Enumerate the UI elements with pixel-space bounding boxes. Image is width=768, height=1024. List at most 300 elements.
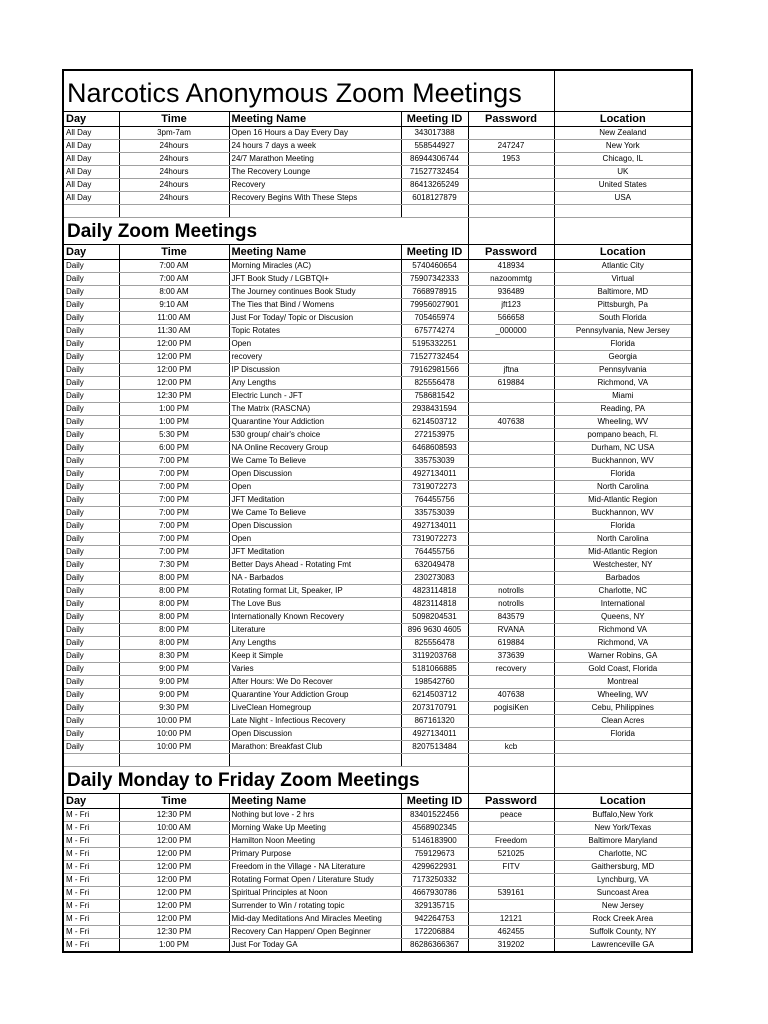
cell-time: 24hours bbox=[119, 179, 229, 192]
cell-id: 632049478 bbox=[401, 559, 468, 572]
column-header-name: Meeting Name bbox=[229, 794, 401, 809]
cell-password: 936489 bbox=[468, 286, 554, 299]
column-header-name: Meeting Name bbox=[229, 245, 401, 260]
table-row bbox=[63, 887, 692, 900]
table-row bbox=[63, 848, 692, 861]
cell-password: RVANA bbox=[468, 624, 554, 637]
cell-time: 5:30 PM bbox=[119, 429, 229, 442]
cell-name: 24/7 Marathon Meeting bbox=[229, 153, 401, 166]
cell-day: Daily bbox=[63, 442, 119, 455]
cell-location: Florida bbox=[554, 338, 692, 351]
cell-day: Daily bbox=[63, 702, 119, 715]
section-heading: Daily Monday to Friday Zoom Meetings bbox=[63, 767, 468, 794]
cell-location: Cebu, Philippines bbox=[554, 702, 692, 715]
cell-location: Buffalo,New York bbox=[554, 809, 692, 822]
cell-name: Open bbox=[229, 338, 401, 351]
empty-cell bbox=[401, 205, 468, 218]
cell-password bbox=[468, 559, 554, 572]
cell-location: North Carolina bbox=[554, 481, 692, 494]
cell-id: 4667930786 bbox=[401, 887, 468, 900]
table-row bbox=[63, 689, 692, 702]
cell-time: 8:00 PM bbox=[119, 572, 229, 585]
cell-day: All Day bbox=[63, 166, 119, 179]
cell-name: 24 hours 7 days a week bbox=[229, 140, 401, 153]
cell-name: Rotating format Lit, Speaker, IP bbox=[229, 585, 401, 598]
cell-location: New Zealand bbox=[554, 127, 692, 140]
meetings-sheet bbox=[62, 69, 691, 953]
cell-id: 79162981566 bbox=[401, 364, 468, 377]
cell-name: 530 group/ chair's choice bbox=[229, 429, 401, 442]
table-row bbox=[63, 273, 692, 286]
cell-password: 373639 bbox=[468, 650, 554, 663]
column-header-password: Password bbox=[468, 794, 554, 809]
cell-id: 825556478 bbox=[401, 637, 468, 650]
cell-name: Varies bbox=[229, 663, 401, 676]
cell-time: 9:00 PM bbox=[119, 689, 229, 702]
cell-name: NA Online Recovery Group bbox=[229, 442, 401, 455]
cell-day: M - Fri bbox=[63, 900, 119, 913]
cell-id: 343017388 bbox=[401, 127, 468, 140]
table-row bbox=[63, 637, 692, 650]
cell-password: 12121 bbox=[468, 913, 554, 926]
cell-name: LiveClean Homegroup bbox=[229, 702, 401, 715]
cell-password bbox=[468, 127, 554, 140]
cell-location: pompano beach, Fl. bbox=[554, 429, 692, 442]
cell-location: United States bbox=[554, 179, 692, 192]
table-row bbox=[63, 715, 692, 728]
cell-name: Open Discussion bbox=[229, 520, 401, 533]
cell-id: 329135715 bbox=[401, 900, 468, 913]
cell-day: Daily bbox=[63, 390, 119, 403]
cell-location bbox=[554, 741, 692, 754]
cell-day: All Day bbox=[63, 127, 119, 140]
cell-location: Chicago, IL bbox=[554, 153, 692, 166]
cell-day: M - Fri bbox=[63, 939, 119, 953]
cell-time: 7:00 AM bbox=[119, 273, 229, 286]
cell-id: 867161320 bbox=[401, 715, 468, 728]
table-row bbox=[63, 926, 692, 939]
cell-day: Daily bbox=[63, 468, 119, 481]
cell-password: 619884 bbox=[468, 637, 554, 650]
cell-location: USA bbox=[554, 192, 692, 205]
cell-day: Daily bbox=[63, 507, 119, 520]
cell-password bbox=[468, 403, 554, 416]
cell-password: 1953 bbox=[468, 153, 554, 166]
cell-day: Daily bbox=[63, 403, 119, 416]
cell-day: Daily bbox=[63, 351, 119, 364]
cell-password: kcb bbox=[468, 741, 554, 754]
cell-day: Daily bbox=[63, 260, 119, 273]
cell-name: Just For Today/ Topic or Discusion bbox=[229, 312, 401, 325]
cell-id: 764455756 bbox=[401, 494, 468, 507]
cell-day: Daily bbox=[63, 572, 119, 585]
table-row bbox=[63, 192, 692, 205]
table-row bbox=[63, 650, 692, 663]
cell-location: New York bbox=[554, 140, 692, 153]
cell-password: notrolls bbox=[468, 598, 554, 611]
cell-name: Morning Wake Up Meeting bbox=[229, 822, 401, 835]
cell-password bbox=[468, 468, 554, 481]
cell-time: 7:00 PM bbox=[119, 520, 229, 533]
cell-name: Surrender to Win / rotating topic bbox=[229, 900, 401, 913]
cell-location: Warner Robins, GA bbox=[554, 650, 692, 663]
cell-day: M - Fri bbox=[63, 926, 119, 939]
table-row bbox=[63, 494, 692, 507]
table-row bbox=[63, 338, 692, 351]
cell-location: International bbox=[554, 598, 692, 611]
cell-name: Marathon: Breakfast Club bbox=[229, 741, 401, 754]
cell-password: 462455 bbox=[468, 926, 554, 939]
cell-time: 8:00 PM bbox=[119, 585, 229, 598]
cell-location: Wheeling, WV bbox=[554, 689, 692, 702]
cell-time: 9:10 AM bbox=[119, 299, 229, 312]
column-header-day: Day bbox=[63, 794, 119, 809]
cell-time: 12:00 PM bbox=[119, 913, 229, 926]
cell-day: All Day bbox=[63, 153, 119, 166]
cell-password bbox=[468, 481, 554, 494]
table-row bbox=[63, 559, 692, 572]
table-row bbox=[63, 874, 692, 887]
cell-password: 247247 bbox=[468, 140, 554, 153]
cell-time: 7:00 PM bbox=[119, 494, 229, 507]
cell-name: Open bbox=[229, 481, 401, 494]
cell-time: 1:00 PM bbox=[119, 403, 229, 416]
cell-time: 12:00 PM bbox=[119, 900, 229, 913]
table-row bbox=[63, 390, 692, 403]
cell-day: Daily bbox=[63, 455, 119, 468]
cell-password bbox=[468, 455, 554, 468]
cell-location: Montreal bbox=[554, 676, 692, 689]
cell-location: Pennsylvania, New Jersey bbox=[554, 325, 692, 338]
cell-time: 11:00 AM bbox=[119, 312, 229, 325]
cell-time: 12:30 PM bbox=[119, 390, 229, 403]
cell-name: Quarantine Your Addiction Group bbox=[229, 689, 401, 702]
cell-time: 12:00 PM bbox=[119, 364, 229, 377]
cell-name: Open Discussion bbox=[229, 728, 401, 741]
column-header-location: Location bbox=[554, 245, 692, 260]
cell-time: 24hours bbox=[119, 166, 229, 179]
cell-day: Daily bbox=[63, 286, 119, 299]
cell-id: 5740460654 bbox=[401, 260, 468, 273]
cell-name: JFT Meditation bbox=[229, 494, 401, 507]
cell-password bbox=[468, 572, 554, 585]
table-row bbox=[63, 481, 692, 494]
cell-name: The Love Bus bbox=[229, 598, 401, 611]
column-header-day: Day bbox=[63, 112, 119, 127]
cell-name: JFT Book Study / LGBTQI+ bbox=[229, 273, 401, 286]
cell-time: 7:00 AM bbox=[119, 260, 229, 273]
cell-name: Keep it Simple bbox=[229, 650, 401, 663]
cell-password: recovery bbox=[468, 663, 554, 676]
cell-time: 7:00 PM bbox=[119, 481, 229, 494]
cell-location: Gold Coast, Florida bbox=[554, 663, 692, 676]
cell-day: Daily bbox=[63, 624, 119, 637]
cell-location: Florida bbox=[554, 728, 692, 741]
cell-id: 4568902345 bbox=[401, 822, 468, 835]
empty-cell bbox=[468, 767, 554, 794]
cell-time: 8:00 AM bbox=[119, 286, 229, 299]
cell-location: Atlantic City bbox=[554, 260, 692, 273]
cell-id: 7668978915 bbox=[401, 286, 468, 299]
empty-cell bbox=[401, 754, 468, 767]
cell-time: 12:00 PM bbox=[119, 351, 229, 364]
cell-location: UK bbox=[554, 166, 692, 179]
cell-password bbox=[468, 429, 554, 442]
cell-password: Freedom bbox=[468, 835, 554, 848]
table-row bbox=[63, 900, 692, 913]
cell-name: Internationally Known Recovery bbox=[229, 611, 401, 624]
cell-day: Daily bbox=[63, 429, 119, 442]
cell-time: 11:30 AM bbox=[119, 325, 229, 338]
title-row bbox=[63, 70, 692, 112]
cell-day: Daily bbox=[63, 494, 119, 507]
cell-name: Just For Today GA bbox=[229, 939, 401, 953]
column-header-name: Meeting Name bbox=[229, 112, 401, 127]
cell-password: pogisiKen bbox=[468, 702, 554, 715]
cell-name: The Matrix (RASCNA) bbox=[229, 403, 401, 416]
cell-name: Rotating Format Open / Literature Study bbox=[229, 874, 401, 887]
cell-name: Spiritual Principles at Noon bbox=[229, 887, 401, 900]
cell-id: 6468608593 bbox=[401, 442, 468, 455]
cell-password bbox=[468, 390, 554, 403]
empty-cell bbox=[468, 205, 554, 218]
cell-password: 539161 bbox=[468, 887, 554, 900]
cell-id: 5181066885 bbox=[401, 663, 468, 676]
cell-day: Daily bbox=[63, 546, 119, 559]
cell-time: 24hours bbox=[119, 140, 229, 153]
cell-password bbox=[468, 822, 554, 835]
cell-time: 3pm-7am bbox=[119, 127, 229, 140]
cell-password: nazoommtg bbox=[468, 273, 554, 286]
empty-cell bbox=[468, 218, 554, 245]
column-header-time: Time bbox=[119, 112, 229, 127]
cell-location: Baltimore, MD bbox=[554, 286, 692, 299]
section-heading-row bbox=[63, 767, 692, 794]
cell-id: 6214503712 bbox=[401, 689, 468, 702]
cell-time: 12:00 PM bbox=[119, 848, 229, 861]
table-row bbox=[63, 166, 692, 179]
cell-day: Daily bbox=[63, 559, 119, 572]
table-row bbox=[63, 299, 692, 312]
cell-day: M - Fri bbox=[63, 861, 119, 874]
cell-location: Miami bbox=[554, 390, 692, 403]
cell-password bbox=[468, 728, 554, 741]
cell-day: M - Fri bbox=[63, 848, 119, 861]
table-row bbox=[63, 377, 692, 390]
table-row bbox=[63, 364, 692, 377]
table-row bbox=[63, 312, 692, 325]
cell-location: Richmond VA bbox=[554, 624, 692, 637]
cell-day: Daily bbox=[63, 741, 119, 754]
column-header-day: Day bbox=[63, 245, 119, 260]
cell-name: Any Lengths bbox=[229, 637, 401, 650]
cell-name: Hamilton Noon Meeting bbox=[229, 835, 401, 848]
cell-day: M - Fri bbox=[63, 874, 119, 887]
cell-location: Reading, PA bbox=[554, 403, 692, 416]
cell-id: 764455756 bbox=[401, 546, 468, 559]
cell-location: Lynchburg, VA bbox=[554, 874, 692, 887]
cell-id: 335753039 bbox=[401, 507, 468, 520]
empty-cell bbox=[554, 767, 692, 794]
table-row bbox=[63, 140, 692, 153]
cell-day: M - Fri bbox=[63, 809, 119, 822]
cell-day: M - Fri bbox=[63, 913, 119, 926]
cell-id: 4927134011 bbox=[401, 520, 468, 533]
column-header-time: Time bbox=[119, 245, 229, 260]
table-row bbox=[63, 598, 692, 611]
cell-id: 5146183900 bbox=[401, 835, 468, 848]
cell-name: Recovery Begins With These Steps bbox=[229, 192, 401, 205]
empty-cell bbox=[229, 754, 401, 767]
cell-time: 12:00 PM bbox=[119, 887, 229, 900]
cell-name: After Hours: We Do Recover bbox=[229, 676, 401, 689]
cell-id: 272153975 bbox=[401, 429, 468, 442]
cell-id: 71527732454 bbox=[401, 351, 468, 364]
cell-id: 3119203768 bbox=[401, 650, 468, 663]
cell-password bbox=[468, 179, 554, 192]
cell-time: 7:30 PM bbox=[119, 559, 229, 572]
cell-day: Daily bbox=[63, 728, 119, 741]
cell-password: 407638 bbox=[468, 689, 554, 702]
column-header-password: Password bbox=[468, 112, 554, 127]
cell-name: Any Lengths bbox=[229, 377, 401, 390]
cell-location: Richmond, VA bbox=[554, 637, 692, 650]
cell-password bbox=[468, 494, 554, 507]
cell-location: Lawrenceville GA bbox=[554, 939, 692, 953]
cell-day: Daily bbox=[63, 676, 119, 689]
cell-time: 10:00 PM bbox=[119, 728, 229, 741]
cell-location: Buckhannon, WV bbox=[554, 507, 692, 520]
cell-time: 7:00 PM bbox=[119, 533, 229, 546]
cell-day: Daily bbox=[63, 416, 119, 429]
cell-day: Daily bbox=[63, 312, 119, 325]
table-row bbox=[63, 585, 692, 598]
cell-location: Queens, NY bbox=[554, 611, 692, 624]
cell-day: Daily bbox=[63, 611, 119, 624]
cell-day: Daily bbox=[63, 364, 119, 377]
cell-name: Better Days Ahead - Rotating Fmt bbox=[229, 559, 401, 572]
table-row bbox=[63, 741, 692, 754]
cell-password bbox=[468, 520, 554, 533]
cell-password: FITV bbox=[468, 861, 554, 874]
cell-id: 4927134011 bbox=[401, 468, 468, 481]
column-header-id: Meeting ID bbox=[401, 245, 468, 260]
cell-location: Georgia bbox=[554, 351, 692, 364]
table-row bbox=[63, 822, 692, 835]
cell-name: Primary Purpose bbox=[229, 848, 401, 861]
empty-cell bbox=[229, 205, 401, 218]
cell-id: 8207513484 bbox=[401, 741, 468, 754]
cell-password: 418934 bbox=[468, 260, 554, 273]
cell-id: 6018127879 bbox=[401, 192, 468, 205]
column-header-time: Time bbox=[119, 794, 229, 809]
table-row bbox=[63, 546, 692, 559]
cell-time: 8:00 PM bbox=[119, 624, 229, 637]
cell-time: 9:00 PM bbox=[119, 676, 229, 689]
column-header-row bbox=[63, 112, 692, 127]
cell-id: 4823114818 bbox=[401, 585, 468, 598]
table-row bbox=[63, 127, 692, 140]
cell-day: Daily bbox=[63, 273, 119, 286]
cell-id: 2938431594 bbox=[401, 403, 468, 416]
cell-day: Daily bbox=[63, 689, 119, 702]
cell-id: 75907342333 bbox=[401, 273, 468, 286]
cell-id: 7319072273 bbox=[401, 533, 468, 546]
cell-password: peace bbox=[468, 809, 554, 822]
cell-id: 2073170791 bbox=[401, 702, 468, 715]
cell-name: The Journey continues Book Study bbox=[229, 286, 401, 299]
cell-time: 7:00 PM bbox=[119, 455, 229, 468]
table-row bbox=[63, 468, 692, 481]
table-row bbox=[63, 676, 692, 689]
cell-name: Open Discussion bbox=[229, 468, 401, 481]
cell-name: Late Night - Infectious Recovery bbox=[229, 715, 401, 728]
cell-password bbox=[468, 900, 554, 913]
column-header-password: Password bbox=[468, 245, 554, 260]
meetings-table bbox=[62, 69, 693, 953]
cell-time: 9:00 PM bbox=[119, 663, 229, 676]
cell-id: 705465974 bbox=[401, 312, 468, 325]
cell-location: Charlotte, NC bbox=[554, 585, 692, 598]
cell-password: 843579 bbox=[468, 611, 554, 624]
table-row bbox=[63, 260, 692, 273]
cell-time: 10:00 PM bbox=[119, 715, 229, 728]
cell-location: Barbados bbox=[554, 572, 692, 585]
cell-id: 5098204531 bbox=[401, 611, 468, 624]
cell-name: Recovery bbox=[229, 179, 401, 192]
cell-location: Rock Creek Area bbox=[554, 913, 692, 926]
cell-time: 12:00 PM bbox=[119, 377, 229, 390]
cell-location: Baltimore Maryland bbox=[554, 835, 692, 848]
cell-id: 758681542 bbox=[401, 390, 468, 403]
cell-id: 7173250332 bbox=[401, 874, 468, 887]
table-row bbox=[63, 702, 692, 715]
cell-password: 407638 bbox=[468, 416, 554, 429]
cell-id: 86944306744 bbox=[401, 153, 468, 166]
cell-day: All Day bbox=[63, 140, 119, 153]
empty-cell bbox=[554, 218, 692, 245]
cell-time: 12:30 PM bbox=[119, 926, 229, 939]
table-row bbox=[63, 403, 692, 416]
cell-name: Literature bbox=[229, 624, 401, 637]
table-row bbox=[63, 663, 692, 676]
cell-id: 558544927 bbox=[401, 140, 468, 153]
empty-cell bbox=[63, 205, 119, 218]
table-row bbox=[63, 809, 692, 822]
cell-location: Pittsburgh, Pa bbox=[554, 299, 692, 312]
cell-name: Recovery Can Happen/ Open Beginner bbox=[229, 926, 401, 939]
cell-day: Daily bbox=[63, 637, 119, 650]
cell-day: All Day bbox=[63, 179, 119, 192]
cell-password bbox=[468, 533, 554, 546]
cell-location: Florida bbox=[554, 468, 692, 481]
cell-password bbox=[468, 715, 554, 728]
cell-day: M - Fri bbox=[63, 887, 119, 900]
cell-location: Clean Acres bbox=[554, 715, 692, 728]
cell-time: 8:00 PM bbox=[119, 611, 229, 624]
cell-name: JFT Meditation bbox=[229, 546, 401, 559]
cell-day: M - Fri bbox=[63, 822, 119, 835]
cell-day: Daily bbox=[63, 533, 119, 546]
cell-location: Mid-Atlantic Region bbox=[554, 546, 692, 559]
cell-password bbox=[468, 507, 554, 520]
cell-password bbox=[468, 192, 554, 205]
cell-password bbox=[468, 676, 554, 689]
cell-day: All Day bbox=[63, 192, 119, 205]
table-row bbox=[63, 572, 692, 585]
spacer-row bbox=[63, 205, 692, 218]
cell-location: New York/Texas bbox=[554, 822, 692, 835]
